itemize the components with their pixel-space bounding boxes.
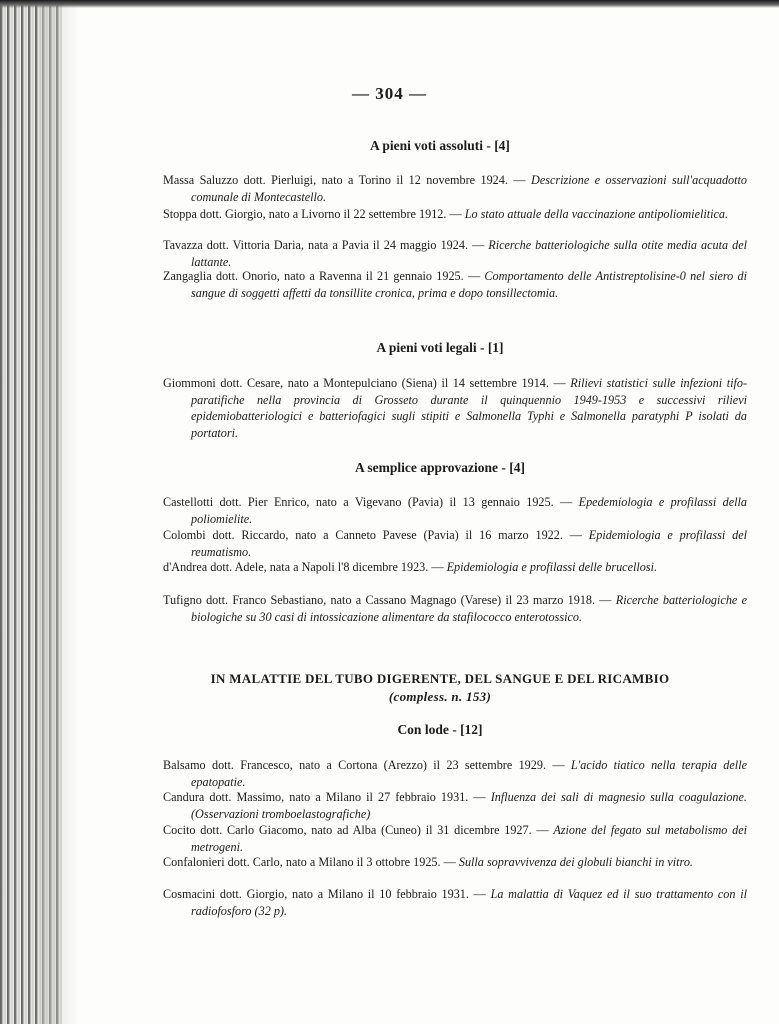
entry: d'Andrea dott. Adele, nata a Napoli l'8 dicembre 1923. — Epidemiologia e profilassi delle brucellosi. <box>163 560 658 574</box>
entry: Tufigno dott. Franco Sebastiano, nato a Cassano Magnago (Varese) il 23 marzo 1918. — Ricerche batteriologiche e biologiche su 30 casi di intossicazione alimentare da stafilococco enterotossico. <box>163 593 747 624</box>
entry: Zangaglia dott. Onorio, nato a Ravenna il 21 gennaio 1925. — Comportamento delle Antistreptolisine-0 nel siero di sangue di soggetti affetti da tonsillite cronica, prima e dopo tonsillectomia. <box>163 269 747 300</box>
thesis-title: La malattia di Vaquez ed il suo trattamento con il radiofosforo (32 p). <box>191 887 747 918</box>
binding-shadow <box>40 0 80 1024</box>
page-number: — 304 — <box>352 84 427 103</box>
entry: Tavazza dott. Vittoria Daria, nata a Pavia il 24 maggio 1924. — Ricerche batteriologiche sulla otite media acuta del lattante. <box>163 238 747 269</box>
thesis-title: Rilievi statistici sulle infezioni tifo-paratifiche nella provincia di Grosseto durante il quinquennio 1949-1953 e successivi rilievi epidemiobatteriologici e batteriofagici sugli stipiti e Salmonella Typhi e Salmonella paratyphi P isolati da portatori. <box>191 376 748 440</box>
thesis-title: Ricerche batteriologiche sulla otite media acuta del lattante. <box>191 238 747 269</box>
section-heading-pieni-voti-legali: A pieni voti legali - [1] <box>376 340 504 355</box>
entry: Balsamo dott. Francesco, nato a Cortona (Arezzo) il 23 settembre 1929. — L'acido tiatico nella terapia delle epatopatie. <box>163 758 747 789</box>
thesis-title: Sulla sopravvivenza dei globuli bianchi in vitro. <box>458 855 693 869</box>
thesis-title: Descrizione e osservazioni sull'acquadotto comunale di Montecastello. <box>191 173 747 204</box>
section-heading-con-lode: Con lode - [12] <box>397 722 483 737</box>
major-heading-title: IN MALATTIE DEL TUBO DIGERENTE, DEL SANGUE E DEL RICAMBIO <box>210 671 670 686</box>
entry: Colombi dott. Riccardo, nato a Canneto Pavese (Pavia) il 16 marzo 1922. — Epidemiologia e profilassi del reumatismo. <box>163 528 747 559</box>
entry: Candura dott. Massimo, nato a Milano il 27 febbraio 1931. — Influenza dei sali di magnesio sulla coagulazione. (Osservazioni tromboelastografiche) <box>163 790 747 821</box>
entry: Castellotti dott. Pier Enrico, nato a Vigevano (Pavia) il 13 gennaio 1925. — Epedemiologia e profilassi della poliomielite. <box>163 495 748 526</box>
thesis-title: Azione del fegato sul metabolismo dei metrogeni. <box>191 823 747 854</box>
section-heading-semplice-approvazione: A semplice approvazione - [4] <box>355 460 525 475</box>
section-heading-pieni-voti-assoluti: A pieni voti assoluti - [4] <box>370 138 510 153</box>
thesis-title: Epidemiologia e profilassi delle brucellosi. <box>446 560 658 574</box>
entry: Stoppa dott. Giorgio, nato a Livorno il 22 settembre 1912. — Lo stato attuale della vaccinazione antipoliomielitica. <box>163 207 729 221</box>
thesis-title: Epedemiologia e profilassi della poliomielite. <box>191 495 748 526</box>
thesis-title: Comportamento delle Antistreptolisine-0 nel siero di sangue di soggetti affetti da tonsillite cronica, prima e dopo tonsillectomia. <box>191 269 747 300</box>
entry: Cocito dott. Carlo Giacomo, nato ad Alba (Cuneo) il 31 dicembre 1927. — Azione del fegato sul metabolismo dei metrogeni. <box>163 823 747 854</box>
entry: Cosmacini dott. Giorgio, nato a Milano il 10 febbraio 1931. — La malattia di Vaquez ed il suo trattamento con il radiofosforo (32 p). <box>163 887 747 918</box>
major-heading-subtitle: (compless. n. 153) <box>388 689 492 704</box>
thesis-title: Influenza dei sali di magnesio sulla coagulazione. (Osservazioni tromboelastografiche) <box>191 790 747 821</box>
thesis-title: Ricerche batteriologiche e biologiche su 30 casi di intossicazione alimentare da stafilococco enterotossico. <box>191 593 747 624</box>
thesis-title: Epidemiologia e profilassi del reumatismo. <box>191 528 747 559</box>
major-heading <box>160 671 720 705</box>
thesis-title: L'acido tiatico nella terapia delle epatopatie. <box>191 758 747 789</box>
entry: Giommoni dott. Cesare, nato a Montepulciano (Siena) il 14 settembre 1914. — Rilievi statistici sulle infezioni tifo-paratifiche nella provincia di Grosseto durante il quinquennio 1949-1953 e successivi rilievi epidemiobatteriologici e batteriofagici sugli stipiti e Salmonella Typhi e Salmonella paratyphi P isolati da portatori. <box>163 376 748 440</box>
thesis-title: Lo stato attuale della vaccinazione antipoliomielitica. <box>464 207 729 221</box>
entry: Massa Saluzzo dott. Pierluigi, nato a Torino il 12 novembre 1924. — Descrizione e osservazioni sull'acquadotto comunale di Montecastello. <box>163 173 747 204</box>
scan-top-edge <box>0 0 779 8</box>
entry: Confalonieri dott. Carlo, nato a Milano il 3 ottobre 1925. — Sulla sopravvivenza dei globuli bianchi in vitro. <box>163 855 693 869</box>
